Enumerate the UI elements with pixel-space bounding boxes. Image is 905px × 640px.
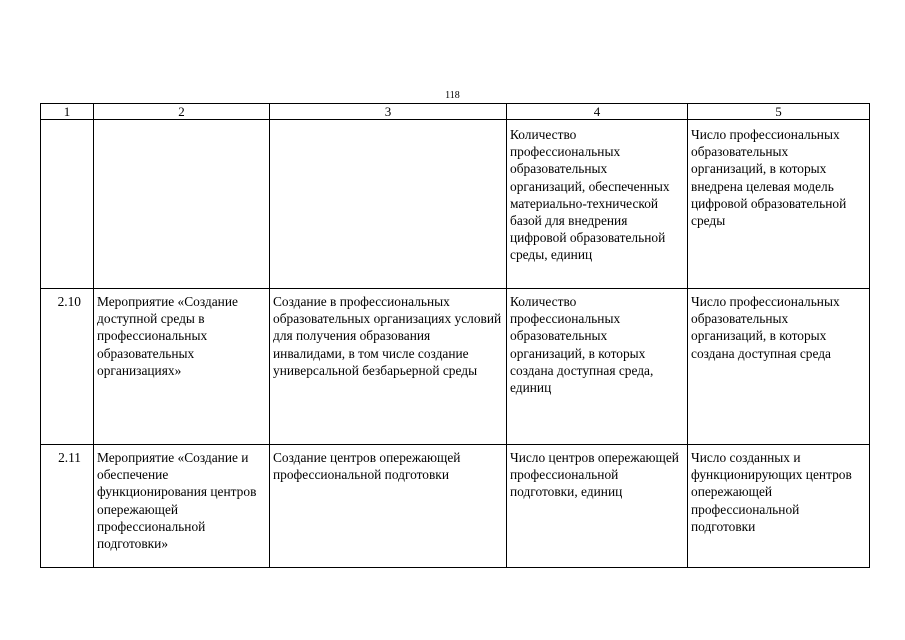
header-cell: 2	[94, 104, 270, 120]
result-cell: Число созданных и функционирующих центров опережающей профессиональной подготовки	[688, 445, 870, 568]
program-table	[40, 103, 870, 568]
indicator-cell: Количество профессиональных образовательных организаций, обеспеченных материально-технической базой для внедрения цифровой образовательной среды, единиц	[507, 120, 688, 289]
page-number: 118	[445, 90, 460, 101]
header-cell: 5	[688, 104, 870, 120]
result-cell: Число профессиональных образовательных организаций, в которых внедрена целевая модель цифровой образовательной среды	[688, 120, 870, 289]
table-header-row	[41, 104, 870, 120]
result-cell: Число профессиональных образовательных организаций, в которых создана доступная среда	[688, 289, 870, 445]
activity-cell: Мероприятие «Создание и обеспечение функционирования центров опережающей профессиональной подготовки»	[94, 445, 270, 568]
description-cell	[270, 120, 507, 289]
indicator-cell: Число центров опережающей профессиональной подготовки, единиц	[507, 445, 688, 568]
header-cell: 4	[507, 104, 688, 120]
activity-cell: Мероприятие «Создание доступной среды в профессиональных образовательных организациях»	[94, 289, 270, 445]
header-cell: 1	[41, 104, 94, 120]
row-number-cell: 2.11	[41, 445, 94, 568]
description-cell: Создание центров опережающей профессиональной подготовки	[270, 445, 507, 568]
row-number-cell	[41, 120, 94, 289]
indicator-cell: Количество профессиональных образовательных организаций, в которых создана доступная среда, единиц	[507, 289, 688, 445]
activity-cell	[94, 120, 270, 289]
table-row	[41, 120, 870, 289]
table-row	[41, 289, 870, 445]
table-row	[41, 445, 870, 568]
header-cell: 3	[270, 104, 507, 120]
row-number-cell: 2.10	[41, 289, 94, 445]
description-cell: Создание в профессиональных образовательных организациях условий для получения образования инвалидами, в том числе создание универсальной безбарьерной среды	[270, 289, 507, 445]
